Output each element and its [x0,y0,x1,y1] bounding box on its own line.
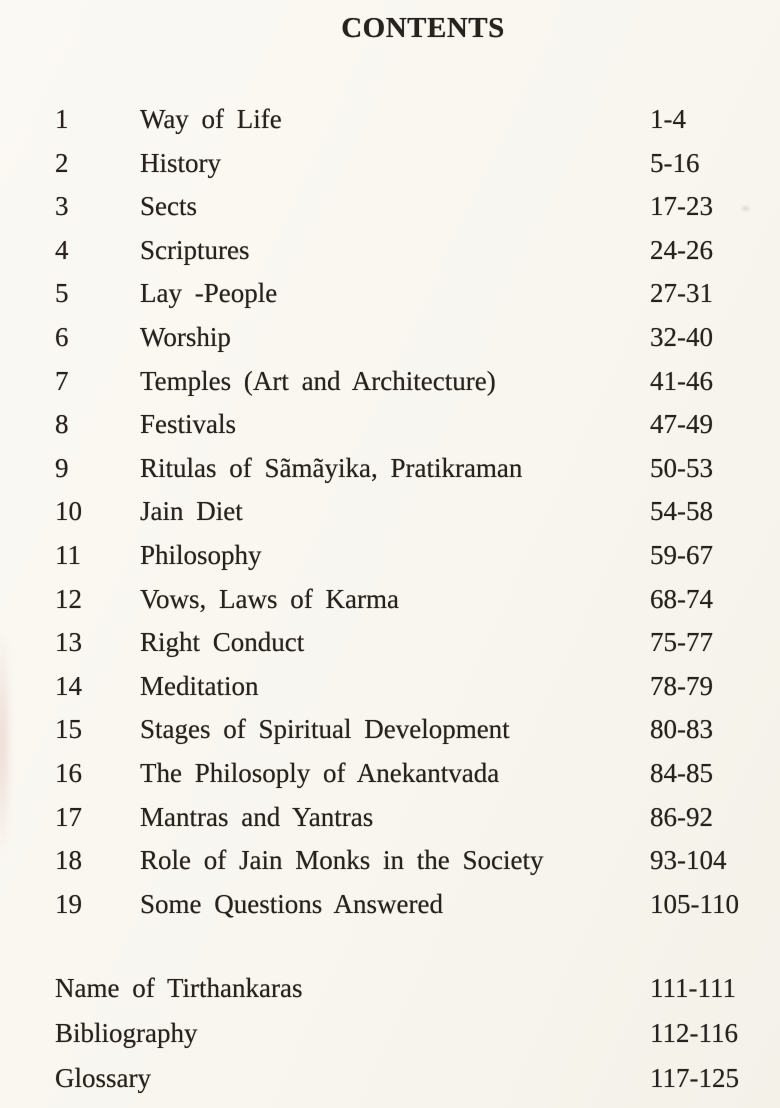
page-range: 47-49 [650,409,713,440]
page-range: 1-4 [650,104,686,134]
chapter-title: Way of Life [140,104,282,134]
chapter-title: Worship [140,321,231,352]
chapter-title: Sects [140,191,197,222]
page-range: 84-85 [650,757,713,788]
page-range: 112-116 [650,1018,738,1048]
page-range: 80-83 [650,714,713,745]
page-range: 68-74 [650,583,713,614]
toc-row [0,363,780,407]
chapter-title: The Philosoply of Anekantvada [140,757,500,788]
toc-row [0,711,780,755]
chapter-number: 15 [55,714,82,745]
toc-row [0,799,780,843]
chapter-title: Mantras and Yantras [140,801,374,832]
chapter-number: 5 [55,278,69,309]
chapter-title: Festivals [140,409,237,440]
chapter-title: Role of Jain Monks in the Society [140,845,544,876]
chapter-number: 2 [55,147,69,178]
page-range: 24-26 [650,234,713,265]
back-matter-title: Bibliography [55,1018,198,1048]
page-range: 27-31 [650,278,713,309]
page-range: 105-110 [650,888,739,919]
toc-row [0,886,780,930]
chapter-title: Scriptures [140,234,250,265]
page-title: CONTENTS [341,12,505,44]
chapter-list [0,101,780,929]
back-matter-row [0,1060,780,1105]
back-matter-title: Glossary [55,1063,151,1093]
chapter-number: 14 [55,670,82,701]
page-range: 75-77 [650,627,713,658]
chapter-title: Ritulas of Sãmãyika, Pratikraman [140,452,523,483]
chapter-number: 3 [55,191,69,222]
toc-row [0,319,780,363]
scan-speck [742,206,749,211]
page-range: 17-23 [650,191,713,222]
chapter-number: 19 [55,888,82,919]
page-range: 78-79 [650,670,713,701]
chapter-title: History [140,147,221,178]
page-range: 54-58 [650,496,713,527]
toc-row [0,842,780,886]
toc-row [0,406,780,450]
page-range: 117-125 [650,1063,739,1093]
chapter-title: Philosophy [140,539,262,570]
chapter-number: 9 [55,452,69,483]
back-matter-row [0,970,780,1015]
page-range: 93-104 [650,845,727,876]
toc-row [0,668,780,712]
toc-row [0,581,780,625]
back-matter-list [0,970,780,1105]
scan-speck [234,251,240,255]
chapter-title: Lay -People [140,278,278,309]
page-range: 50-53 [650,452,713,483]
toc-row [0,624,780,668]
chapter-number: 12 [55,583,82,614]
page-range: 41-46 [650,365,713,396]
toc-row [0,275,780,319]
page-range: 5-16 [650,147,700,178]
back-matter-row [0,1015,780,1060]
toc-row [0,450,780,494]
toc-row [0,537,780,581]
chapter-number: 18 [55,845,82,876]
toc-row [0,188,780,232]
toc-row [0,232,780,276]
chapter-number: 1 [55,104,69,134]
chapter-title: Some Questions Answered [140,888,443,919]
back-matter-title: Name of Tirthankaras [55,973,303,1003]
chapter-number: 16 [55,757,82,788]
page-range: 111-111 [650,973,736,1003]
toc-row [0,145,780,189]
chapter-number: 6 [55,321,69,352]
toc-row [0,755,780,799]
chapter-title: Vows, Laws of Karma [140,583,399,614]
chapter-number: 17 [55,801,82,832]
chapter-number: 7 [55,365,69,396]
toc-row [0,101,780,145]
chapter-title: Stages of Spiritual Development [140,714,510,745]
chapter-number: 13 [55,627,82,658]
chapter-title: Temples (Art and Architecture) [140,365,496,396]
chapter-number: 10 [55,496,82,527]
chapter-number: 4 [55,234,69,265]
page-range: 32-40 [650,321,713,352]
chapter-title: Meditation [140,670,259,701]
page-range: 59-67 [650,539,713,570]
chapter-number: 11 [55,539,81,570]
page-range: 86-92 [650,801,713,832]
chapter-number: 8 [55,409,69,440]
toc-row [0,493,780,537]
chapter-title: Right Conduct [140,627,305,658]
chapter-title: Jain Diet [140,496,243,527]
